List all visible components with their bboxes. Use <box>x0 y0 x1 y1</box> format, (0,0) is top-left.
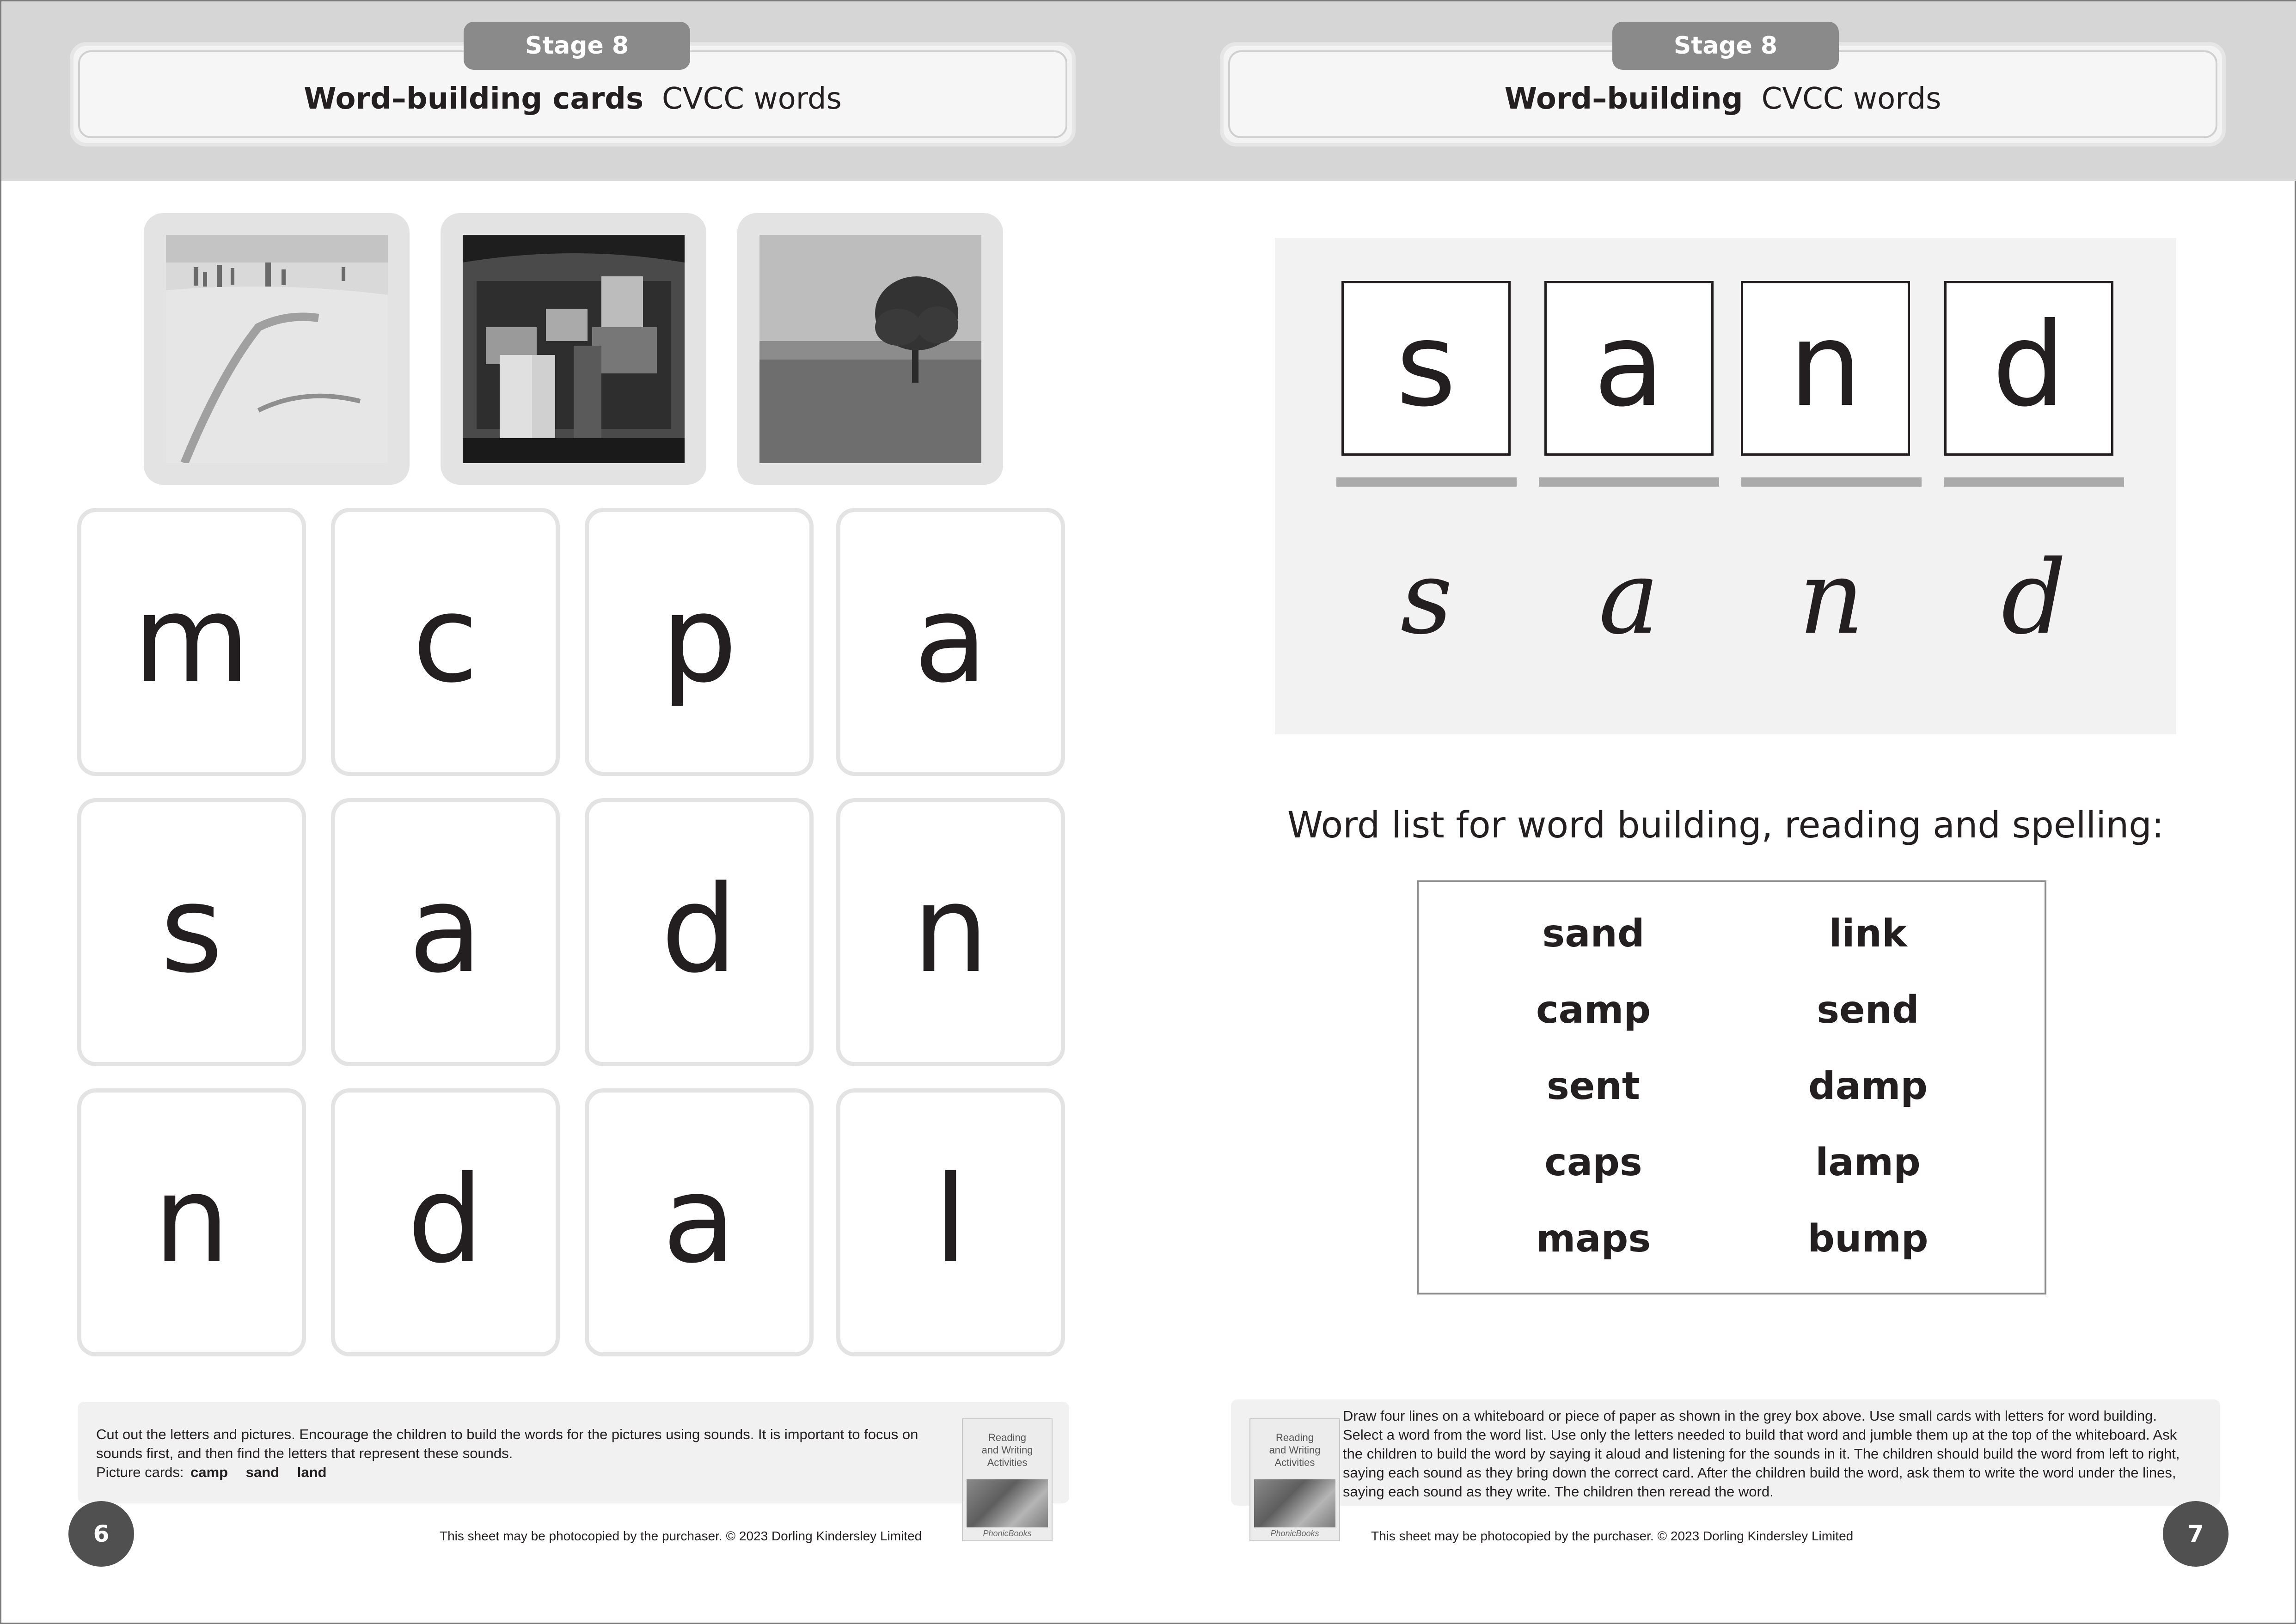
book-cover-brand: PhonicBooks <box>983 1529 1032 1538</box>
letter-card-letter: s <box>160 860 223 1000</box>
written-letter: s <box>1400 538 1453 657</box>
beach-family-photo <box>166 235 388 463</box>
right-title-regular: CVCC words <box>1761 82 1941 116</box>
copyright-right: This sheet may be photocopied by the purchaser. © 2023 Dorling Kindersley Limited <box>1371 1529 1854 1543</box>
writing-line <box>1336 477 1517 487</box>
photo-card-tree <box>737 213 1003 485</box>
letter-card[interactable] <box>331 1088 560 1356</box>
photo-card-camping <box>441 213 706 485</box>
word-list-item: damp <box>1808 1064 1928 1108</box>
writing-line <box>1741 477 1922 487</box>
letter-tile-letter: n <box>1788 298 1862 432</box>
letter-tile <box>1341 281 1511 456</box>
letter-card[interactable] <box>836 1088 1065 1356</box>
written-letter: n <box>1799 538 1864 657</box>
left-title-bold: Word–building cards <box>304 82 644 116</box>
letter-card[interactable] <box>585 798 814 1066</box>
right-instructions-line: saying each sound as they bring down the correct card. After the children build the word, ask them to write the word under the lines, <box>1343 1465 2176 1481</box>
tree-landscape-photo <box>759 235 981 463</box>
page-number-right: 7 <box>2163 1501 2229 1567</box>
book-cover-title: Reading and Writing Activities <box>981 1432 1033 1468</box>
page-number-left: 6 <box>68 1501 134 1567</box>
letter-card[interactable] <box>331 508 560 776</box>
letter-card[interactable] <box>77 798 306 1066</box>
left-instructions-text <box>96 1425 961 1482</box>
book-cover-image <box>967 1479 1048 1527</box>
letter-card-letter: c <box>412 570 478 709</box>
written-letter: d <box>2001 538 2067 657</box>
word-list-item: lamp <box>1815 1141 1921 1184</box>
right-instructions-line: the children to build the word by saying it aloud and listening for the sounds in it. The children should build the word from left to right, <box>1343 1446 2180 1462</box>
picture-card-word: land <box>297 1464 327 1480</box>
left-instructions-line1: Cut out the letters and pictures. Encourage the children to build the words for the pictures using sounds. It is important to focus on <box>96 1426 918 1442</box>
book-cover-title: Reading and Writing Activities <box>1269 1432 1321 1468</box>
book-cover-image <box>1254 1479 1335 1527</box>
letter-card-letter: a <box>408 860 483 1000</box>
letter-card[interactable] <box>585 1088 814 1356</box>
photo-card-beach <box>144 213 410 485</box>
written-letter: a <box>1598 538 1659 657</box>
letter-card-letter: n <box>912 860 989 1000</box>
letter-tile <box>1544 281 1714 456</box>
right-instructions-line: Draw four lines on a whiteboard or piece of paper as shown in the grey box above. Use small cards with letters for word building. <box>1343 1408 2157 1424</box>
book-cover-thumbnail <box>1249 1418 1340 1541</box>
copyright-left: This sheet may be photocopied by the purchaser. © 2023 Dorling Kindersley Limited <box>440 1529 922 1543</box>
right-title-bold: Word–building <box>1504 82 1743 116</box>
word-list-item: sand <box>1542 912 1645 956</box>
letter-card-letter: m <box>133 570 251 709</box>
letter-card-letter: d <box>407 1150 484 1290</box>
left-instructions-line2: sounds first, and then find the letters that represent these sounds. <box>96 1445 513 1461</box>
letter-card-letter: p <box>661 570 738 709</box>
letter-card-letter: a <box>662 1150 736 1290</box>
letter-card-letter: l <box>934 1150 967 1290</box>
word-list-item: link <box>1829 912 1907 956</box>
right-stage-tab: Stage 8 <box>1612 22 1839 70</box>
word-list-item: maps <box>1536 1217 1651 1261</box>
letter-tile-letter: a <box>1593 298 1665 432</box>
word-list-item: caps <box>1544 1141 1642 1184</box>
word-list-heading: Word list for word building, reading and spelling: <box>1287 805 2164 846</box>
letter-tile <box>1741 281 1910 456</box>
left-title-regular: CVCC words <box>662 82 842 116</box>
letter-tile-letter: s <box>1396 298 1457 432</box>
letter-card[interactable] <box>331 798 560 1066</box>
letter-card[interactable] <box>585 508 814 776</box>
picture-card-word: camp <box>190 1464 228 1480</box>
letter-card[interactable] <box>77 1088 306 1356</box>
picture-cards-label: Picture cards: <box>96 1464 184 1480</box>
letter-card-letter: a <box>913 570 988 709</box>
right-instructions-line: Select a word from the word list. Use only the letters needed to build that word and jumble them up at the top of the whiteboard. Ask <box>1343 1427 2177 1443</box>
letter-tile <box>1944 281 2113 456</box>
word-list-item: camp <box>1536 988 1651 1032</box>
car-boot-camping-photo <box>463 235 685 463</box>
word-list-item: send <box>1817 988 1919 1032</box>
letter-card[interactable] <box>77 508 306 776</box>
left-stage-tab: Stage 8 <box>464 22 690 70</box>
word-list-item: bump <box>1807 1217 1929 1261</box>
letter-card[interactable] <box>836 798 1065 1066</box>
letter-card-letter: d <box>661 860 738 1000</box>
picture-card-word: sand <box>245 1464 280 1480</box>
right-instructions-line: saying each sound as they write. The children then reread the word. <box>1343 1484 1774 1500</box>
word-list-item: sent <box>1547 1064 1640 1108</box>
right-instructions-text <box>1343 1406 2221 1501</box>
letter-card[interactable] <box>836 508 1065 776</box>
book-cover-brand: PhonicBooks <box>1270 1529 1319 1538</box>
book-cover-thumbnail <box>962 1418 1053 1541</box>
writing-line <box>1944 477 2124 487</box>
picture-cards-line <box>96 1463 961 1482</box>
writing-line <box>1539 477 1719 487</box>
letter-tile-letter: d <box>1992 298 2066 432</box>
letter-card-letter: n <box>153 1150 230 1290</box>
